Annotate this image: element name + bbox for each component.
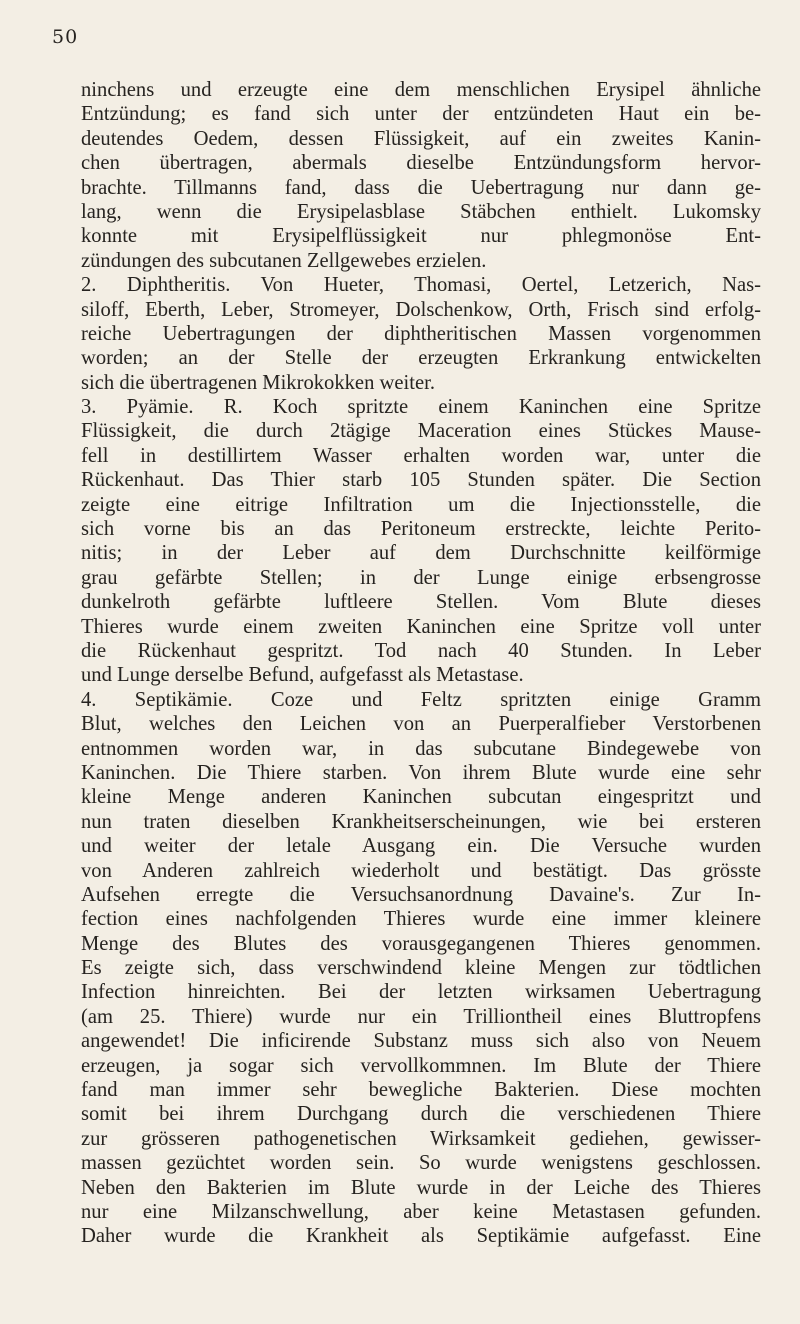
text-line: Daher wurde die Krankheit als Septikämie aufgefasst. Eine xyxy=(81,1225,761,1248)
text-line: grau gefärbte Stellen; in der Lunge einige erbsengrosse xyxy=(81,566,761,589)
text-line: und Lunge derselbe Befund, aufgefasst als Metastase. xyxy=(81,664,524,687)
page-number: 50 xyxy=(52,26,79,48)
text-line: fection eines nachfolgenden Thieres wurde eine immer kleinere xyxy=(81,908,761,931)
body-text xyxy=(81,78,761,1249)
text-line: nitis; in der Leber auf dem Durchschnitte keilförmige xyxy=(81,542,761,565)
text-line: nun traten dieselben Krankheitserscheinungen, wie bei ersteren xyxy=(81,810,761,833)
text-line: ninchens und erzeugte eine dem menschlichen Erysipel ähnliche xyxy=(81,79,761,101)
text-line: worden; an der Stelle der erzeugten Erkrankung entwickelten xyxy=(81,347,761,370)
text-line: brachte. Tillmanns fand, dass die Uebertragung nur dann ge- xyxy=(81,176,761,199)
text-line: angewendet! Die inficirende Substanz muss sich also von Neuem xyxy=(81,1030,761,1053)
text-line: Infection hinreichten. Bei der letzten wirksamen Uebertragung xyxy=(81,981,761,1004)
text-line: entnommen worden war, in das subcutane Bindegewebe von xyxy=(81,737,761,760)
text-line: Aufsehen erregte die Versuchsanordnung Davaine's. Zur In- xyxy=(81,883,761,906)
text-line: fell in destillirtem Wasser erhalten worden war, unter die xyxy=(81,444,761,467)
text-line: siloff, Eberth, Leber, Stromeyer, Dolschenkow, Orth, Frisch sind erfolg- xyxy=(81,298,761,321)
text-line: chen übertragen, abermals dieselbe Entzündungsform hervor- xyxy=(81,152,761,175)
text-line: und weiter der letale Ausgang ein. Die Versuche wurden xyxy=(81,835,761,858)
text-line: zündungen des subcutanen Zellgewebes erzielen. xyxy=(81,249,487,272)
text-line: Entzündung; es fand sich unter der entzündeten Haut ein be- xyxy=(81,103,761,126)
text-line: erzeugen, ja sogar sich vervollkommnen. Im Blute der Thiere xyxy=(81,1054,761,1077)
text-line: 2. Diphtheritis. Von Hueter, Thomasi, Oertel, Letzerich, Nas- xyxy=(81,274,761,297)
text-line: Rückenhaut. Das Thier starb 105 Stunden später. Die Section xyxy=(81,469,761,492)
text-line: die Rückenhaut gespritzt. Tod nach 40 Stunden. In Leber xyxy=(81,639,761,662)
text-line: dunkelroth gefärbte luftleere Stellen. Vom Blute dieses xyxy=(81,591,761,614)
text-line: nur eine Milzanschwellung, aber keine Metastasen gefunden. xyxy=(81,1200,761,1223)
text-line: Neben den Bakterien im Blute wurde in der Leiche des Thieres xyxy=(81,1176,761,1199)
text-line: von Anderen zahlreich wiederholt und bestätigt. Das grösste xyxy=(81,859,761,882)
text-line: Thieres wurde einem zweiten Kaninchen eine Spritze voll unter xyxy=(81,615,761,638)
text-line: sich vorne bis an das Peritoneum erstreckte, leichte Perito- xyxy=(81,518,761,541)
text-line: Flüssigkeit, die durch 2tägige Maceration eines Stückes Mause- xyxy=(81,420,761,443)
text-line: Kaninchen. Die Thiere starben. Von ihrem Blute wurde eine sehr xyxy=(81,761,761,784)
text-line: sich die übertragenen Mikrokokken weiter. xyxy=(81,371,435,394)
text-line: konnte mit Erysipelflüssigkeit nur phlegmonöse Ent- xyxy=(81,225,761,248)
text-line: lang, wenn die Erysipelasblase Stäbchen enthielt. Lukomsky xyxy=(81,200,761,223)
text-line: (am 25. Thiere) wurde nur ein Trilliontheil eines Bluttropfens xyxy=(81,1005,761,1028)
text-line: Es zeigte sich, dass verschwindend kleine Mengen zur tödtlichen xyxy=(81,957,761,980)
text-line: 4. Septikämie. Coze und Feltz spritzten einige Gramm xyxy=(81,688,761,711)
text-line: reiche Uebertragungen der diphtheritischen Massen vorgenommen xyxy=(81,322,761,345)
text-line: Menge des Blutes des vorausgegangenen Thieres genommen. xyxy=(81,932,761,955)
text-line: kleine Menge anderen Kaninchen subcutan eingespritzt und xyxy=(81,786,761,809)
text-line: zur grösseren pathogenetischen Wirksamkeit gediehen, gewisser- xyxy=(81,1127,761,1150)
text-line: somit bei ihrem Durchgang durch die verschiedenen Thiere xyxy=(81,1103,761,1126)
text-line: deutendes Oedem, dessen Flüssigkeit, auf ein zweites Kanin- xyxy=(81,127,761,150)
text-line: fand man immer sehr bewegliche Bakterien. Diese mochten xyxy=(81,1079,761,1102)
text-line: zeigte eine eitrige Infiltration um die Injectionsstelle, die xyxy=(81,493,761,516)
text-line: massen gezüchtet worden sein. So wurde wenigstens geschlossen. xyxy=(81,1152,761,1175)
text-line: 3. Pyämie. R. Koch spritzte einem Kaninchen eine Spritze xyxy=(81,396,761,419)
text-line: Blut, welches den Leichen von an Puerperalfieber Verstorbenen xyxy=(81,713,761,736)
